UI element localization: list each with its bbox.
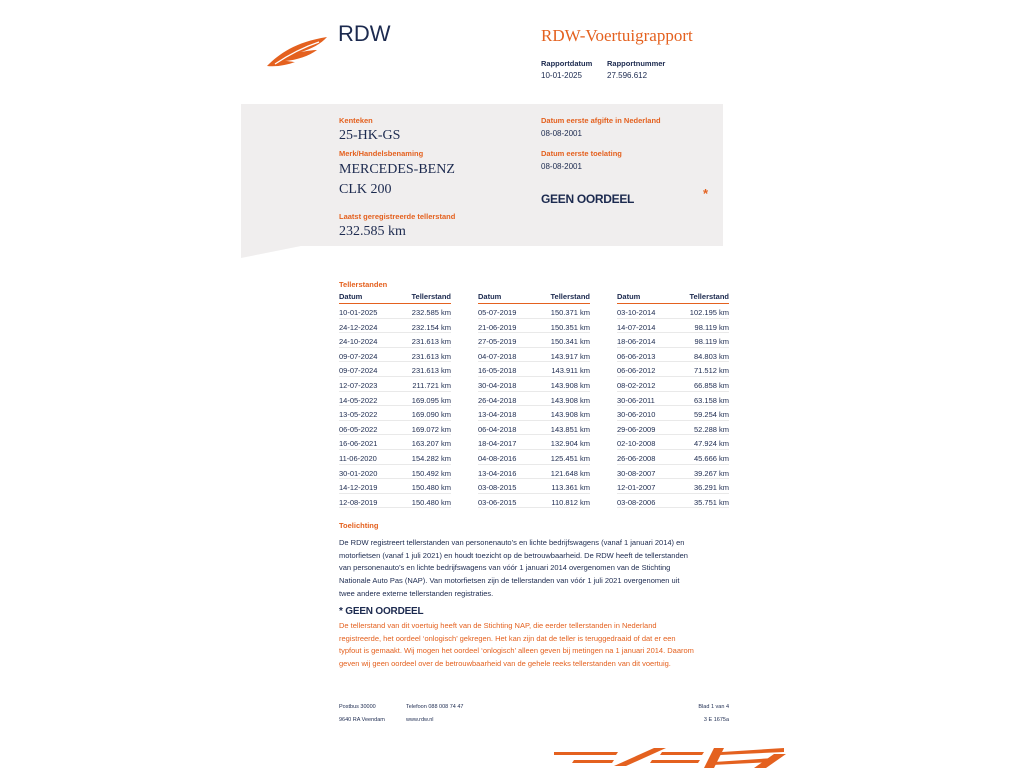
oordeel-asterisk: *: [703, 186, 709, 201]
row-tellerstand: 169.095 km: [411, 395, 451, 405]
table-row: [478, 479, 590, 494]
table-row: [339, 494, 451, 509]
row-datum: 18-04-2017: [478, 439, 517, 449]
row-datum: 12-08-2019: [339, 497, 378, 507]
tellerstanden-title: Tellerstanden: [339, 280, 388, 289]
row-tellerstand: 150.492 km: [411, 468, 451, 478]
row-tellerstand: 232.154 km: [411, 322, 451, 332]
table-row: [478, 494, 590, 509]
row-datum: 30-06-2010: [617, 410, 656, 420]
oordeel-line: De tellerstand van dit voertuig heeft van de Stichting NAP, die eerder tellerstanden in Nederland: [339, 621, 657, 630]
row-tellerstand: 150.480 km: [411, 483, 451, 493]
row-datum: 13-04-2018: [478, 410, 517, 420]
logo-text: RDW: [338, 21, 391, 46]
row-datum: 08-02-2012: [617, 380, 656, 390]
oordeel-line: registreerde, het oordeel ‘onlogisch’ gekregen. Het kan zijn dat de teller is teruggedraaid of dat er een: [339, 633, 676, 643]
row-tellerstand: 163.207 km: [411, 439, 451, 449]
row-datum: 02-10-2008: [617, 439, 656, 449]
table-row: [478, 450, 590, 465]
table-row: [339, 421, 451, 436]
table-row: [617, 435, 729, 450]
row-tellerstand: 36.291 km: [693, 483, 729, 493]
row-datum: 14-12-2019: [339, 483, 378, 493]
row-datum: 13-04-2016: [478, 468, 517, 478]
table-row: [478, 421, 590, 436]
row-tellerstand: 39.267 km: [693, 468, 729, 478]
table-row: [339, 377, 451, 392]
row-datum: 04-08-2016: [478, 453, 517, 463]
row-datum: 12-01-2007: [617, 483, 656, 493]
row-tellerstand: 52.288 km: [693, 424, 729, 434]
table-row: [339, 465, 451, 480]
row-datum: 06-06-2013: [617, 351, 656, 361]
tellerstanden-table-col-3: [617, 292, 729, 508]
toelating-label: Datum eerste toelating: [541, 149, 622, 158]
col-teller-header: Tellerstand: [411, 292, 451, 301]
table-row: [339, 450, 451, 465]
row-datum: 03-08-2006: [617, 497, 656, 507]
row-tellerstand: 71.512 km: [693, 366, 729, 376]
footer-postbus: Postbus 30000: [339, 704, 376, 710]
table-header: [339, 292, 451, 304]
table-row: [478, 377, 590, 392]
row-tellerstand: 47.924 km: [693, 439, 729, 449]
panel-tail-decoration: [241, 246, 301, 258]
row-tellerstand: 150.351 km: [550, 322, 590, 332]
toelichting-line: De RDW registreert tellerstanden van personenauto’s en lichte bedrijfswagens (vanaf 1 januari 2014) en: [339, 538, 685, 547]
table-row: [617, 494, 729, 509]
row-tellerstand: 143.911 km: [551, 366, 590, 376]
toelichting-line: van personenauto’s en lichte bedrijfswagens van vóór 1 januari 2014 overgenomen van de Stichting: [339, 563, 671, 573]
row-tellerstand: 232.585 km: [411, 308, 451, 317]
row-tellerstand: 98.119 km: [694, 337, 729, 347]
row-tellerstand: 143.851 km: [550, 424, 590, 434]
row-datum: 26-06-2008: [617, 453, 656, 463]
row-datum: 30-04-2018: [478, 380, 517, 390]
table-row: [339, 362, 451, 377]
rdw-feather-logo-icon: [265, 34, 331, 68]
table-row: [617, 406, 729, 421]
row-tellerstand: 154.282 km: [411, 453, 451, 463]
table-row: [339, 479, 451, 494]
table-row: [339, 392, 451, 407]
row-tellerstand: 113.361 km: [551, 483, 590, 493]
oordeel-line: geven wij geen oordeel over de betrouwbaarheid van de gehele reeks tellerstanden van dit voertuig.: [339, 659, 671, 669]
footer-plaats: 9640 RA Veendam: [339, 717, 385, 723]
row-datum: 05-07-2019: [478, 308, 517, 317]
merk-value: MERCEDES-BENZ: [339, 162, 455, 177]
row-datum: 03-10-2014: [617, 308, 656, 317]
row-tellerstand: 98.119 km: [694, 322, 729, 332]
table-row: [617, 319, 729, 334]
row-tellerstand: 150.371 km: [550, 308, 590, 317]
row-datum: 24-10-2024: [339, 337, 378, 347]
row-tellerstand: 169.090 km: [411, 410, 451, 420]
table-row: [617, 479, 729, 494]
row-datum: 03-06-2015: [478, 497, 517, 507]
table-row: [339, 348, 451, 363]
row-datum: 06-05-2022: [339, 424, 378, 434]
oordeel-badge: GEEN OORDEEL: [541, 192, 635, 206]
toelichting-line: motorfietsen (vanaf 1 juli 2021) en houdt toezicht op de betrouwbaarheid. De RDW heeft de tellerstanden: [339, 550, 688, 560]
row-tellerstand: 35.751 km: [693, 497, 729, 507]
row-datum: 26-04-2018: [478, 395, 517, 405]
table-row: [339, 406, 451, 421]
row-datum: 27-05-2019: [478, 337, 517, 347]
row-tellerstand: 143.908 km: [550, 380, 590, 390]
afgifte-label: Datum eerste afgifte in Nederland: [541, 116, 661, 125]
table-row: [617, 362, 729, 377]
row-datum: 24-12-2024: [339, 322, 378, 332]
rapportnummer-label: Rapportnummer: [607, 59, 666, 68]
table-row: [339, 319, 451, 334]
row-datum: 16-06-2021: [339, 439, 378, 449]
table-row: [617, 421, 729, 436]
row-tellerstand: 121.648 km: [550, 468, 590, 478]
row-datum: 06-04-2018: [478, 424, 517, 434]
toelichting-title: Toelichting: [339, 521, 379, 530]
table-row: [339, 435, 451, 450]
row-datum: 09-07-2024: [339, 351, 378, 361]
table-row: [478, 304, 590, 319]
row-tellerstand: 143.917 km: [550, 351, 590, 361]
row-datum: 04-07-2018: [478, 351, 517, 361]
tellerstanden-table-col-2: [478, 292, 590, 508]
tellerstanden-table-col-1: [339, 292, 451, 508]
row-tellerstand: 231.613 km: [411, 366, 451, 376]
row-datum: 14-07-2014: [617, 322, 656, 332]
table-row: [478, 362, 590, 377]
afgifte-value: 08-08-2001: [541, 129, 582, 138]
col-datum-header: Datum: [339, 292, 363, 301]
rapportdatum-value: 10-01-2025: [541, 71, 582, 80]
oordeel-line: typfout is gemaakt. Wij mogen het oordeel ‘onlogisch’ alleen geven bij metingen na 1 januari 2014. Daarom: [339, 646, 694, 656]
kenteken-value: 25-HK-GS: [339, 128, 401, 143]
rdw-stripes-decoration-icon: [554, 744, 786, 768]
table-row: [478, 333, 590, 348]
row-tellerstand: 45.666 km: [693, 453, 729, 463]
row-datum: 18-06-2014: [617, 337, 656, 347]
col-teller-header: Tellerstand: [689, 292, 729, 301]
table-row: [617, 348, 729, 363]
row-datum: 11-06-2020: [339, 453, 377, 463]
col-datum-header: Datum: [617, 292, 641, 301]
row-datum: 30-08-2007: [617, 468, 656, 478]
model-value: CLK 200: [339, 182, 392, 197]
table-row: [478, 406, 590, 421]
footer-blad: Blad 1 van 4: [698, 704, 729, 710]
col-teller-header: Tellerstand: [550, 292, 590, 301]
row-tellerstand: 84.803 km: [693, 351, 729, 361]
toelichting-line: twee andere externe tellerstanden registraties.: [339, 588, 494, 598]
row-tellerstand: 132.904 km: [550, 439, 590, 449]
row-tellerstand: 143.908 km: [550, 395, 590, 405]
vehicle-info-panel: [241, 104, 723, 246]
toelating-value: 08-08-2001: [541, 162, 582, 171]
row-datum: 12-07-2023: [339, 380, 378, 390]
table-row: [617, 333, 729, 348]
geen-oordeel-heading: * GEEN OORDEEL: [339, 606, 424, 617]
teller-label: Laatst geregistreerde tellerstand: [339, 212, 456, 221]
row-tellerstand: 125.451 km: [550, 453, 590, 463]
row-datum: 09-07-2024: [339, 366, 378, 376]
table-row: [339, 304, 451, 319]
row-tellerstand: 231.613 km: [411, 351, 451, 361]
footer-code: 3 E 1675a: [703, 717, 729, 723]
row-datum: 29-06-2009: [617, 424, 656, 434]
table-row: [478, 392, 590, 407]
rapportdatum-label: Rapportdatum: [541, 59, 593, 68]
geen-oordeel-text: [339, 620, 724, 671]
row-datum: 16-05-2018: [478, 366, 517, 376]
kenteken-label: Kenteken: [339, 116, 373, 125]
rapportnummer-value: 27.596.612: [607, 71, 648, 80]
footer-telefoon: Telefoon 088 008 74 47: [406, 704, 464, 710]
row-datum: 14-05-2022: [339, 395, 378, 405]
table-row: [478, 465, 590, 480]
row-tellerstand: 59.254 km: [693, 410, 729, 420]
table-row: [339, 333, 451, 348]
row-tellerstand: 150.341 km: [550, 337, 590, 347]
report-title: RDW-Voertuigrapport: [541, 26, 693, 45]
row-tellerstand: 150.480 km: [411, 497, 451, 507]
row-datum: 03-08-2015: [478, 483, 517, 493]
merk-label: Merk/Handelsbenaming: [339, 149, 424, 158]
table-header: [478, 292, 590, 304]
row-tellerstand: 63.158 km: [693, 395, 729, 405]
row-tellerstand: 169.072 km: [411, 424, 451, 434]
table-row: [478, 348, 590, 363]
table-row: [617, 304, 729, 319]
row-tellerstand: 231.613 km: [411, 337, 451, 347]
table-row: [617, 450, 729, 465]
table-row: [617, 465, 729, 480]
table-row: [478, 435, 590, 450]
row-datum: 30-06-2011: [617, 395, 655, 405]
row-datum: 21-06-2019: [478, 322, 517, 332]
row-datum: 06-06-2012: [617, 366, 656, 376]
row-datum: 10-01-2025: [339, 308, 378, 317]
row-tellerstand: 66.858 km: [693, 380, 729, 390]
col-datum-header: Datum: [478, 292, 502, 301]
table-header: [617, 292, 729, 304]
row-tellerstand: 143.908 km: [550, 410, 590, 420]
toelichting-line: Nationale Auto Pas (NAP). Van motorfietsen zijn de tellerstanden van vóór 1 juli 2021 overgenomen uit: [339, 576, 680, 586]
table-row: [617, 377, 729, 392]
toelichting-text: [339, 537, 724, 601]
table-row: [478, 319, 590, 334]
table-row: [617, 392, 729, 407]
teller-value: 232.585 km: [339, 224, 406, 239]
row-datum: 13-05-2022: [339, 410, 378, 420]
row-tellerstand: 110.812 km: [551, 497, 590, 507]
footer-website: www.rdw.nl: [406, 717, 434, 723]
row-datum: 30-01-2020: [339, 468, 378, 478]
row-tellerstand: 211.721 km: [412, 380, 451, 390]
row-tellerstand: 102.195 km: [689, 308, 729, 317]
